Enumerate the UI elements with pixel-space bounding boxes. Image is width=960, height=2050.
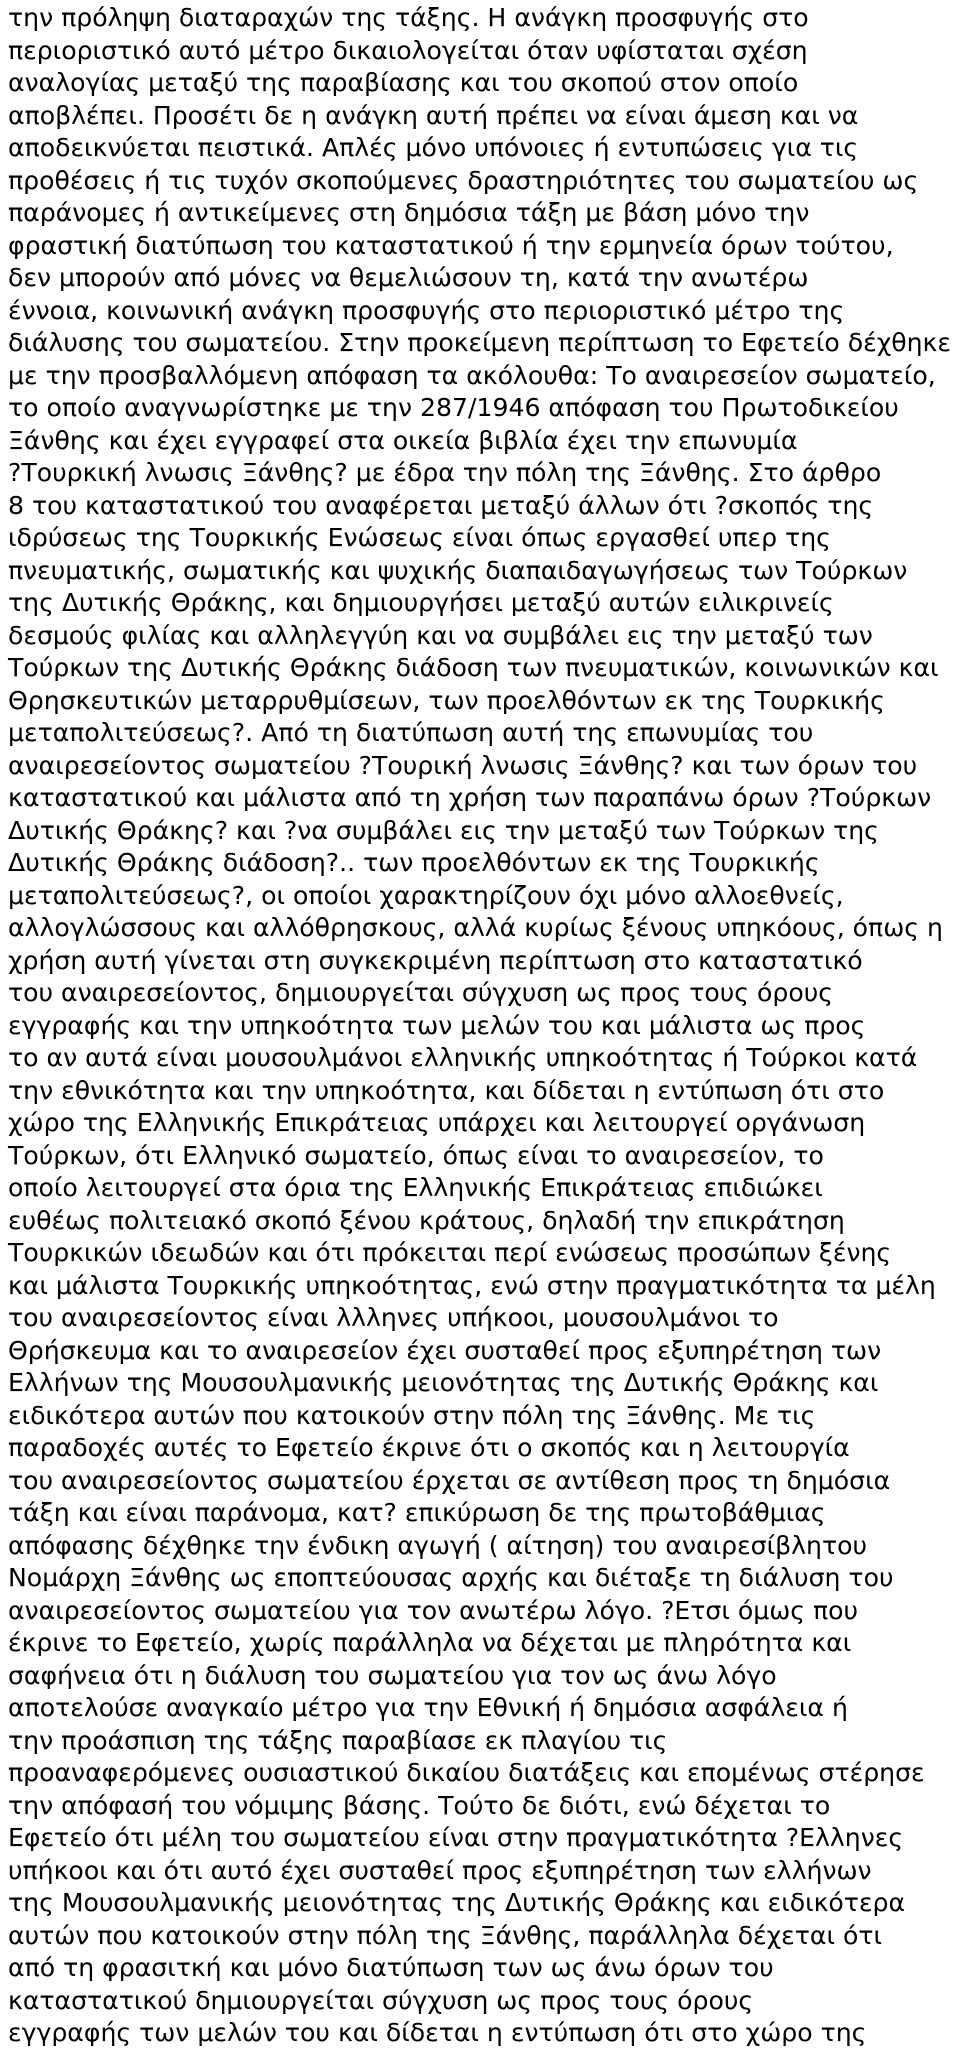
text-line: προαναφερόμενες ουσιαστικού δικαίου διατάξεις και επομένως στέρησε xyxy=(8,1758,925,1787)
text-line: αναιρεσείοντος σωματείου ?Τουρική λνωσις Ξάνθης? και των όρων του xyxy=(8,750,918,780)
text-line: μεταπολιτεύσεως?. Από τη διατύπωση αυτή της επωνυμίας του xyxy=(8,718,814,747)
text-line: χρήση αυτή γίνεται στη συγκεκριμένη περίπτωση στο καταστατικό xyxy=(8,945,863,975)
text-line: από τη φρασιτκή και μόνο διατύπωση των ως άνω όρων του xyxy=(8,1953,774,1982)
text-line: της Μουσουλμανικής μειονότητας της Δυτικής Θράκης και ειδικότερα xyxy=(8,1888,906,1917)
text-line: ?Τουρκική λνωσις Ξάνθης? με έδρα την πόλη της Ξάνθης. Στο άρθρο xyxy=(8,458,882,487)
text-line: Θρήσκευμα και το αναιρεσείον έχει συσταθεί προς εξυπηρέτηση των xyxy=(8,1335,882,1365)
text-line: αναιρεσείοντος σωματείου για τον ανωτέρω λόγο. ?Ετσι όμως που xyxy=(8,1595,859,1625)
text-line: Τούρκων, ότι Ελληνικό σωματείο, όπως είναι το αναιρεσείον, το xyxy=(8,1140,824,1170)
text-line: Εφετείο ότι μέλη του σωματείου είναι στην πραγματικότητα ?Ελληνες xyxy=(8,1823,904,1852)
text-line: Δυτικής Θράκης? και ?να συμβάλει εις την μεταξύ των Τούρκων της xyxy=(8,815,879,845)
text-line: Τουρκικών ιδεωδών και ότι πρόκειται περί ενώσεως προσώπων ξένης xyxy=(8,1238,892,1267)
text-line: σαφήνεια ότι η διάλυση του σωματείου για τον ως άνω λόγο xyxy=(8,1660,777,1690)
text-line: και μάλιστα Τουρκικής υπηκοότητας, ενώ στην πραγματικότητα τα μέλη xyxy=(8,1270,936,1300)
text-line: Ελλήνων της Μουσουλμανικής μειονότητας της Δυτικής Θράκης και xyxy=(8,1368,879,1397)
text-line: απόφασης δέχθηκε την ένδικη αγωγή ( αίτηση) του αναιρεσίβλητου xyxy=(8,1530,868,1560)
text-line: ειδικότερα αυτών που κατοικούν στην πόλη της Ξάνθης. Με τις xyxy=(8,1400,816,1430)
text-line: την απόφασή του νόμιμης βάσης. Τούτο δε διότι, ενώ δέχεται το xyxy=(8,1790,831,1820)
text-line: έννοια, κοινωνική ανάγκη προσφυγής στο περιοριστικό μέτρο της xyxy=(8,295,845,325)
text-line: οποίο λειτουργεί στα όρια της Ελληνικής Επικράτειας επιδιώκει xyxy=(8,1173,823,1202)
text-line: δεν μπορούν από μόνες να θεμελιώσουν τη, κατά την ανωτέρω xyxy=(8,263,809,292)
text-line: Δυτικής Θράκης διάδοση?.. των προελθόντων εκ της Τουρκικής xyxy=(8,848,820,877)
text-line: με την προσβαλλόμενη απόφαση τα ακόλουθα: Το αναιρεσείον σωματείο, xyxy=(8,360,936,390)
text-line: Ξάνθης και έχει εγγραφεί στα οικεία βιβλία έχει την επωνυμία xyxy=(8,425,798,455)
text-line: 8 του καταστατικού του αναφέρεται μεταξύ άλλων ότι ?σκοπός της xyxy=(8,490,874,520)
document-body xyxy=(8,2,956,2050)
text-line: διάλυσης του σωματείου. Στην προκείμενη περίπτωση το Εφετείο δέχθηκε xyxy=(8,328,951,357)
text-line: δεσμούς φιλίας και αλληλεγγύη και να συμβάλει εις την μεταξύ των xyxy=(8,620,873,650)
text-line: προθέσεις ή τις τυχόν σκοπούμενες δραστηριότητες του σωματείου ως xyxy=(8,165,919,195)
text-line: ευθέως πολιτειακό σκοπό ξένου κράτους, δηλαδή την επικράτηση xyxy=(8,1205,845,1235)
text-line: αποτελούσε αναγκαίο μέτρο για την Εθνική ή δημόσια ασφάλεια ή xyxy=(8,1693,848,1722)
text-line: το οποίο αναγνωρίστηκε με την 287/1946 απόφαση του Πρωτοδικείου xyxy=(8,393,899,422)
text-line: αναλογίας μεταξύ της παραβίασης και του σκοπού στον οποίο xyxy=(8,68,799,97)
text-line: καταστατικού δημιουργείται σύγχυση ως προς τους όρους xyxy=(8,1985,754,2015)
text-line: πνευματικής, σωματικής και ψυχικής διαπαιδαγωγήσεως των Τούρκων xyxy=(8,555,908,585)
text-line: υπήκοοι και ότι αυτό έχει συσταθεί προς εξυπηρέτηση των ελλήνων xyxy=(8,1855,872,1885)
text-line: παραδοχές αυτές το Εφετείο έκρινε ότι ο σκοπός και η λειτουργία xyxy=(8,1433,850,1462)
text-line: του αναιρεσείοντος σωματείου έρχεται σε αντίθεση προς τη δημόσια xyxy=(8,1465,891,1495)
text-line: παράνομες ή αντικείμενες στη δημόσια τάξη με βάση μόνο την xyxy=(8,198,810,227)
text-line: μεταπολιτεύσεως?, οι οποίοι χαρακτηρίζουν όχι μόνο αλλοεθνείς, xyxy=(8,880,844,910)
text-line: φραστική διατύπωση του καταστατικού ή την ερμηνεία όρων τούτου, xyxy=(8,230,894,260)
text-line: Νομάρχη Ξάνθης ως εποπτεύουσας αρχής και διέταξε τη διάλυση του xyxy=(8,1563,894,1592)
text-line: αποδεικνύεται πειστικά. Απλές μόνο υπόνοιες ή εντυπώσεις για τις xyxy=(8,133,859,162)
text-line: τάξη και είναι παράνομα, κατ? επικύρωση δε της πρωτοβάθμιας xyxy=(8,1498,826,1527)
text-line: Θρησκευτικών μεταρρυθμίσεων, των προελθόντων εκ της Τουρκικής xyxy=(8,685,885,715)
text-line: έκρινε το Εφετείο, χωρίς παράλληλα να δέχεται με πληρότητα και xyxy=(8,1628,852,1657)
text-line: το αν αυτά είναι μουσουλμάνοι ελληνικής υπηκοότητας ή Τούρκοι κατά xyxy=(8,1043,918,1072)
text-line: της Δυτικής Θράκης, και δημιουργήσει μεταξύ αυτών ειλικρινείς xyxy=(8,588,834,617)
text-line: περιοριστικό αυτό μέτρο δικαιολογείται όταν υφίσταται σχέση xyxy=(8,35,808,65)
text-line: ιδρύσεως της Τουρκικής Ενώσεως είναι όπως εργασθεί υπερ της xyxy=(8,523,831,552)
text-line: την εθνικότητα και την υπηκοότητα, και δίδεται η εντύπωση ότι στο xyxy=(8,1075,885,1105)
text-line: αυτών που κατοικούν στην πόλη της Ξάνθης, παράλληλα δέχεται ότι xyxy=(8,1920,883,1950)
text-line: αλλογλώσσους και αλλόθρησκους, αλλά κυρίως ξένους υπηκόους, όπως η xyxy=(8,913,943,942)
text-line: την προάσπιση της τάξης παραβίασε εκ πλαγίου τις xyxy=(8,1725,668,1755)
text-line: του αναιρεσείοντος, δημιουργείται σύγχυση ως προς τους όρους xyxy=(8,978,834,1007)
text-line: αποβλέπει. Προσέτι δε η ανάγκη αυτή πρέπει να είναι άμεση και να xyxy=(8,100,859,130)
text-line: εγγραφής των μελών του και δίδεται η εντύπωση ότι στο χώρο της xyxy=(8,2018,867,2047)
text-line: Τούρκων της Δυτικής Θράκης διάδοση των πνευματικών, κοινωνικών και xyxy=(8,653,939,682)
text-line: την πρόληψη διαταραχών της τάξης. Η ανάγκη προσφυγής στο xyxy=(8,3,809,32)
text-line: χώρο της Ελληνικής Επικράτειας υπάρχει και λειτουργεί οργάνωση xyxy=(8,1108,866,1137)
text-line: του αναιρεσείοντος είναι λλληνες υπήκοοι, μουσουλμάνοι το xyxy=(8,1303,779,1332)
text-line: καταστατικού και μάλιστα από τη χρήση των παραπάνω όρων ?Τούρκων xyxy=(8,783,932,812)
text-line: εγγραφής και την υπηκοότητα των μελών του και μάλιστα ως προς xyxy=(8,1010,866,1040)
